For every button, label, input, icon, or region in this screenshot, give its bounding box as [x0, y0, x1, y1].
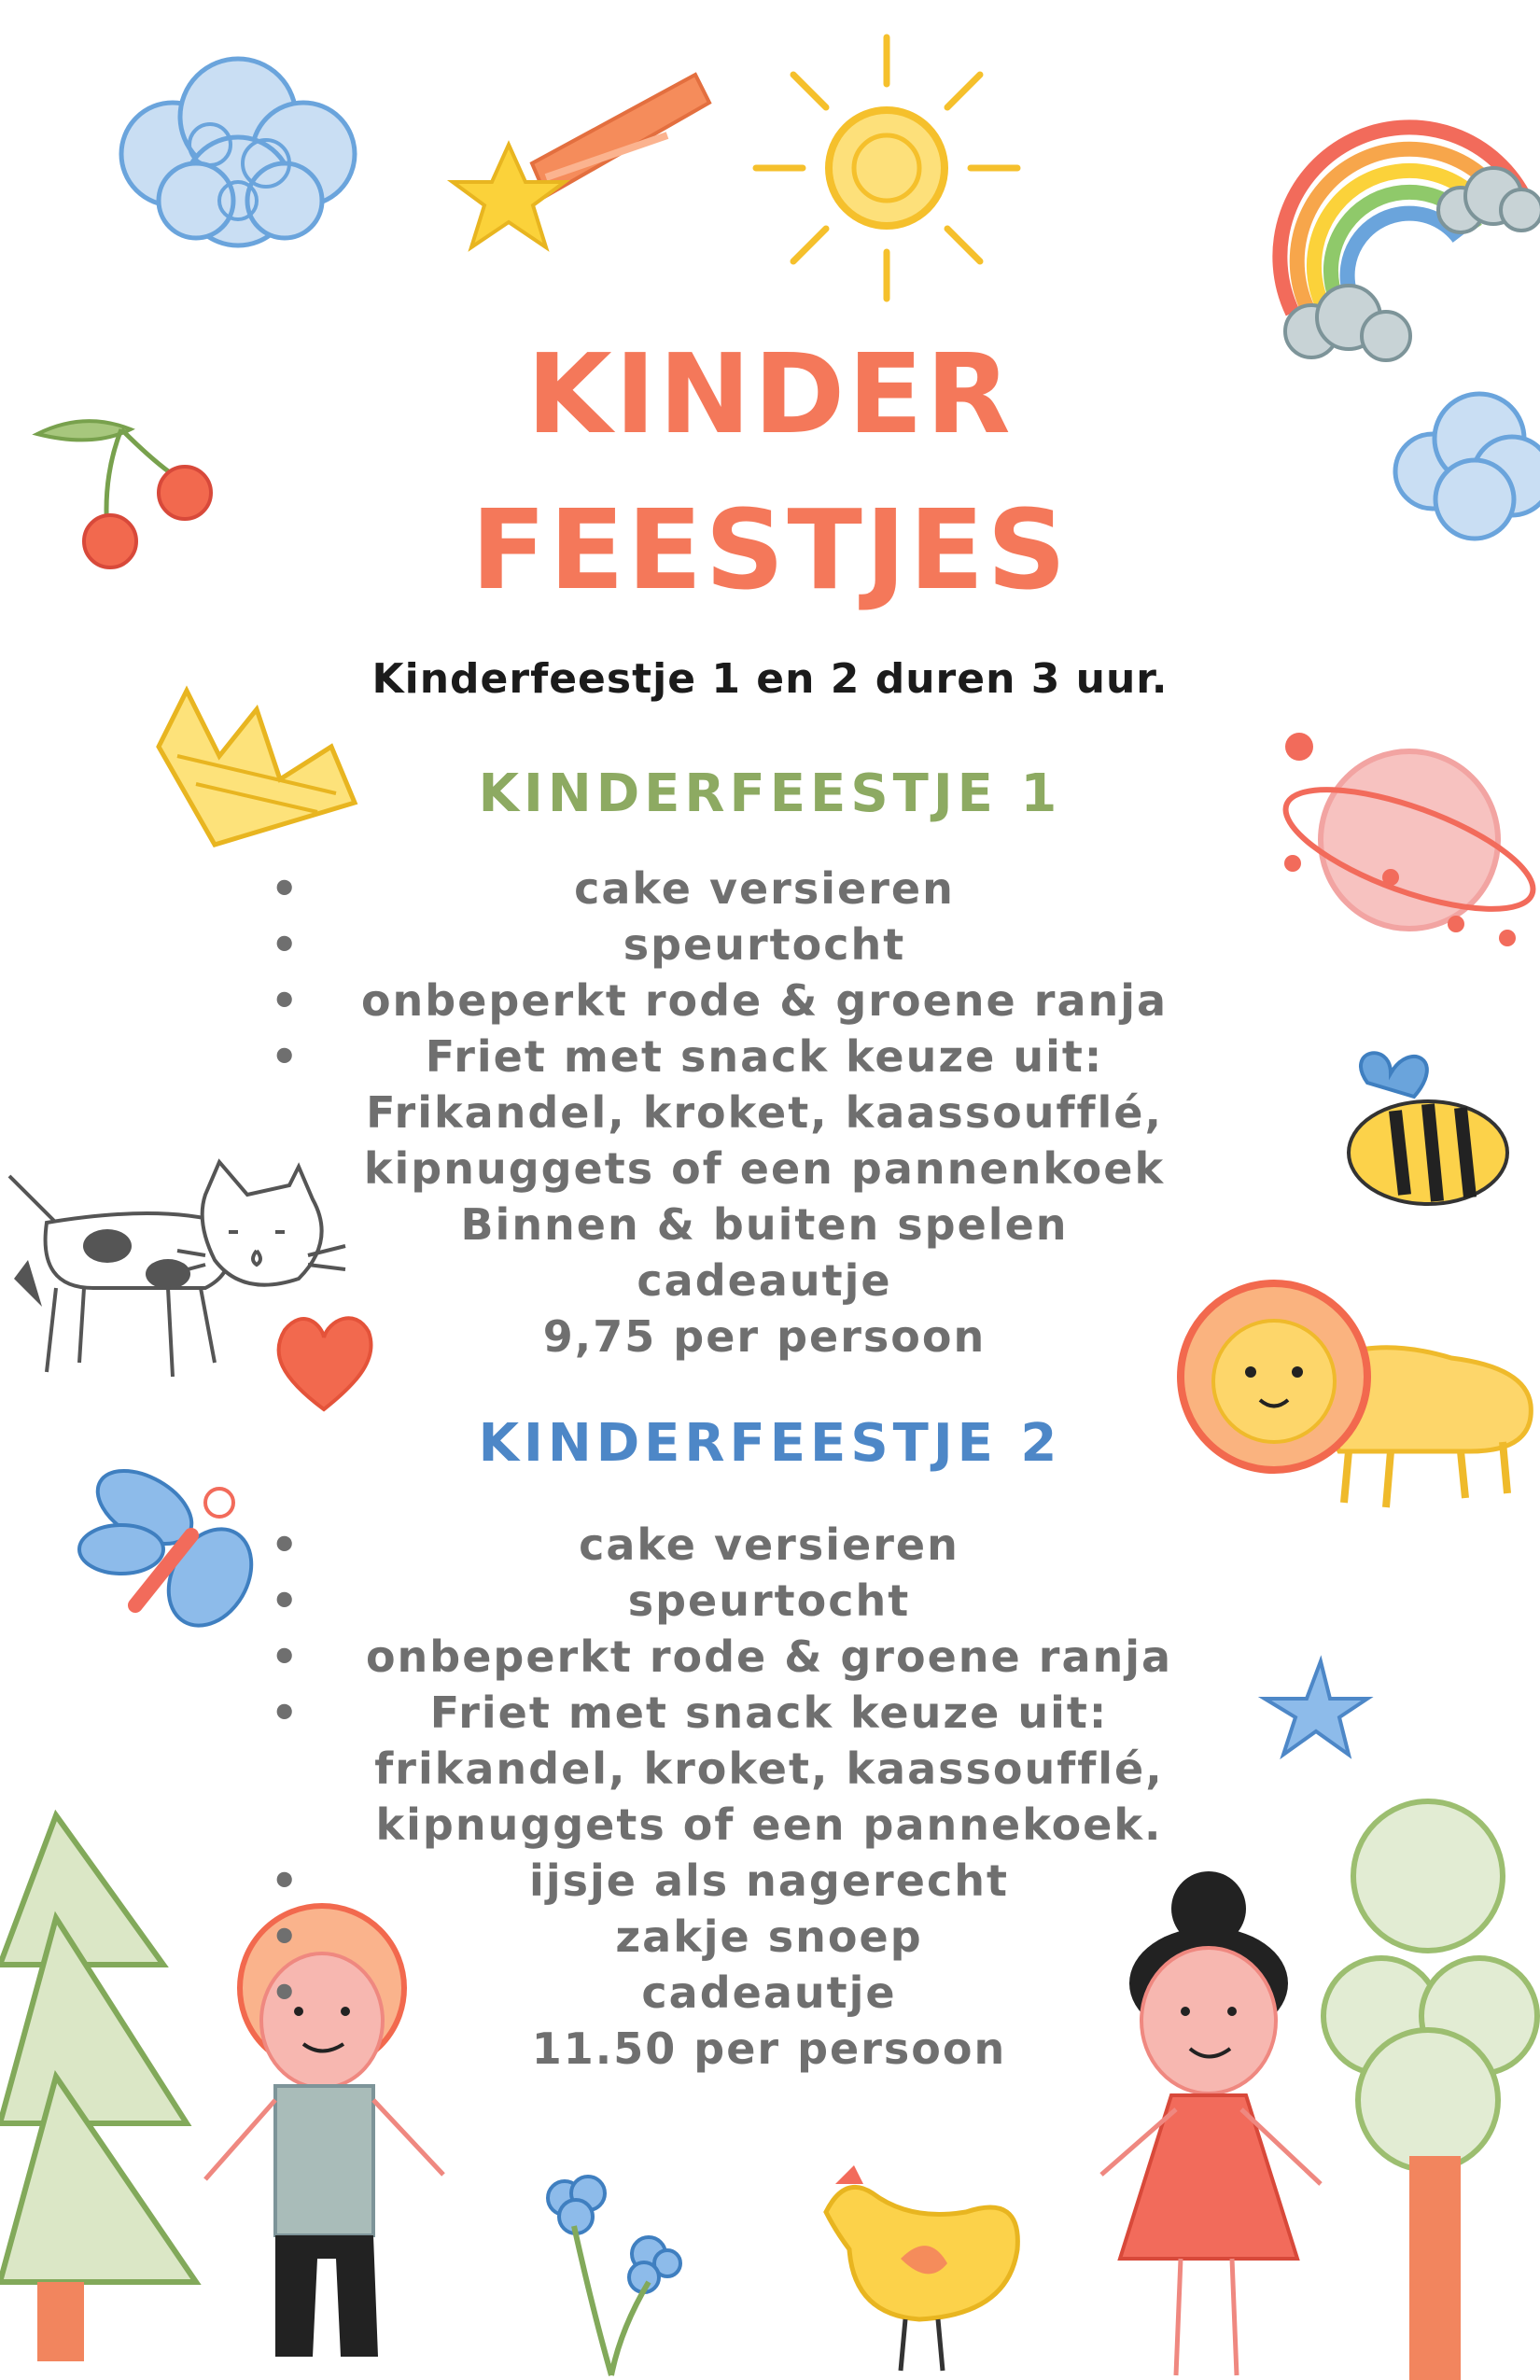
bullet: • — [271, 863, 301, 914]
bullet — [271, 1197, 315, 1253]
flower-icon — [537, 2170, 681, 2380]
list-item — [271, 1085, 1213, 1141]
party2-list — [271, 1517, 1223, 2077]
list-item — [271, 1029, 1213, 1085]
list-item-text: cadeautje — [641, 1967, 897, 2018]
bullet: • — [271, 1031, 301, 1082]
bee-icon — [1325, 1041, 1512, 1213]
list-item — [271, 1741, 1223, 1797]
lion-icon — [1171, 1265, 1540, 1517]
list-item-text: 9,75 per persoon — [542, 1311, 987, 1362]
list-item — [271, 1573, 1223, 1629]
bullet: • — [271, 1967, 301, 2018]
tree-icon — [1325, 1792, 1540, 2380]
bullet: • — [271, 1631, 301, 1682]
list-item-text: Frikandel, kroket, kaassoufflé, — [366, 1087, 1163, 1138]
list-item — [271, 1309, 1213, 1365]
bullet: • — [271, 1687, 301, 1738]
list-item — [271, 2021, 1223, 2077]
shooting-star-icon — [443, 65, 723, 261]
bullet — [271, 1141, 315, 1197]
bullet — [271, 1085, 315, 1141]
tree-icon — [0, 1815, 196, 2361]
list-item — [271, 1797, 1223, 1853]
chicken-icon — [817, 2156, 1027, 2380]
bullet — [271, 1797, 315, 1853]
list-item — [271, 861, 1213, 917]
list-item — [271, 1197, 1213, 1253]
duration-note: Kinderfeestje 1 en 2 duren 3 uur. — [371, 655, 1169, 703]
list-item-text: speurtocht — [623, 919, 906, 970]
star-icon — [1260, 1657, 1372, 1759]
list-item-text: onbeperkt rode & groene ranja — [365, 1631, 1173, 1682]
list-item-text: ijsje als nagerecht — [529, 1855, 1009, 1906]
bullet — [271, 1253, 315, 1309]
list-item-text: kipnuggets of een pannenkoek — [363, 1143, 1166, 1194]
bullet — [271, 1309, 315, 1365]
bullet: • — [271, 1519, 301, 1570]
party1-list — [271, 861, 1213, 1365]
page-title-line2: FEESTJES — [470, 485, 1070, 614]
list-item-text: Binnen & buiten spelen — [460, 1199, 1069, 1250]
list-item-text: zakje snoep — [615, 1911, 923, 1962]
list-item — [271, 1685, 1223, 1741]
party2-heading: KINDERFEESTJE 2 — [478, 1413, 1062, 1474]
bullet: • — [271, 1911, 301, 1962]
list-item — [271, 1517, 1223, 1573]
list-item — [271, 1253, 1213, 1309]
bullet: • — [271, 919, 301, 970]
bullet — [271, 1741, 315, 1797]
list-item-text: 11.50 per persoon — [531, 2023, 1007, 2074]
party1-heading: KINDERFEESTJE 1 — [478, 763, 1062, 824]
bullet: • — [271, 1855, 301, 1906]
list-item — [271, 1141, 1213, 1197]
list-item — [271, 1629, 1223, 1685]
cloud-icon — [107, 51, 369, 257]
list-item-text: onbeperkt rode & groene ranja — [360, 975, 1169, 1026]
list-item-text: speurtocht — [627, 1575, 911, 1626]
bullet: • — [271, 975, 301, 1026]
list-item-text: frikandel, kroket, kaassoufflé, — [374, 1743, 1164, 1794]
list-item-text: Friet met snack keuze uit: — [429, 1687, 1109, 1738]
bullet: • — [271, 1575, 301, 1626]
butterfly-icon — [79, 1465, 252, 1652]
sun-icon — [747, 28, 1027, 308]
list-item-text: Friet met snack keuze uit: — [425, 1031, 1104, 1082]
list-item — [271, 1853, 1223, 1909]
list-item — [271, 973, 1213, 1029]
planet-icon — [1269, 709, 1540, 961]
list-item-text: cake versieren — [574, 863, 955, 914]
list-item — [271, 1965, 1223, 2021]
list-item-text: kipnuggets of een pannekoek. — [375, 1799, 1163, 1850]
page-title-line1: KINDER — [526, 329, 1014, 458]
list-item-text: cadeautje — [637, 1255, 892, 1306]
list-item-text: cake versieren — [579, 1519, 959, 1570]
bullet — [271, 2021, 315, 2077]
list-item — [271, 917, 1213, 973]
list-item — [271, 1909, 1223, 1965]
